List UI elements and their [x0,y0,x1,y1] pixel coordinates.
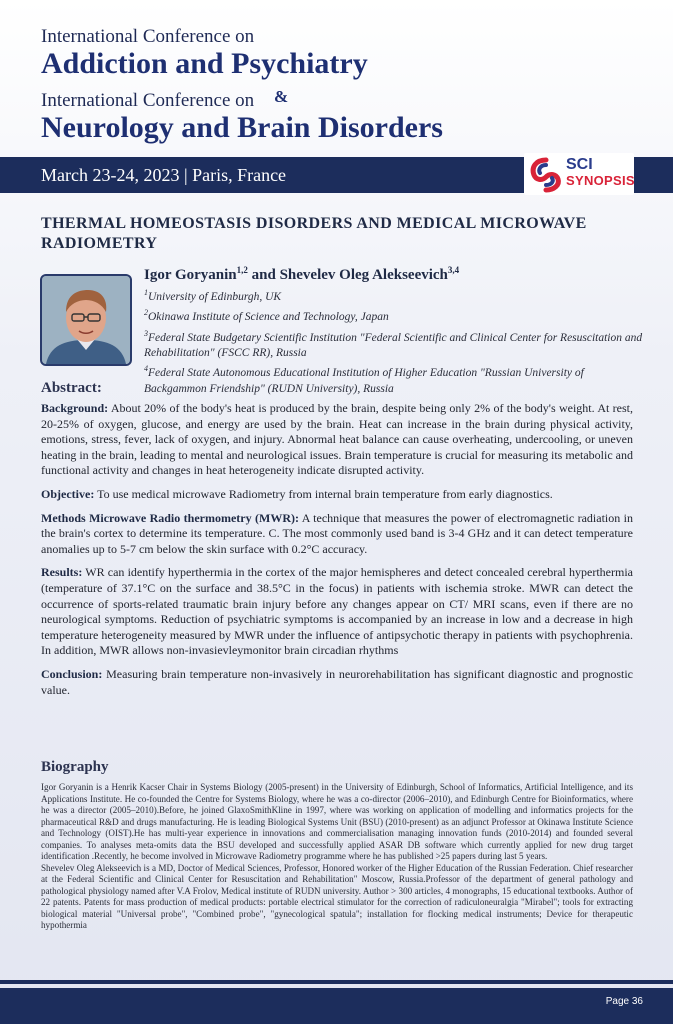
results-label: Results: [41,565,83,580]
footer-bar [0,988,673,1024]
ampersand: & [274,87,289,106]
conference-title-2: Neurology and Brain Disorders [41,111,443,144]
author-and: and [247,267,280,283]
affiliation-sup: 1 [144,288,148,297]
logo-swirl-icon [528,157,564,193]
conference-title-1: Addiction and Psychiatry [41,47,368,80]
author-1: Igor Goryanin [144,267,237,283]
background-paragraph [41,401,633,479]
conclusion-paragraph [41,667,633,698]
abstract-section [41,379,633,706]
logo-text-sci: SCI [566,156,593,173]
conference-header [41,26,641,144]
results-text: WR can identify hyperthermia in the cortex of the major hemispheres and detect concealed cerebral hyperthermia (temperature of 37.1°C on the surface and 38.5°C in the focus) in patients with ischemia stroke. MWR can detect the occurrence of sports-related traumatic brain injury before any changes appear on CT/ MRI scans, even if there are no neurological symptoms. Reduction of psychiatric symptoms is accompanied by an increase in low and a decrease in high temperature heterogeneity measured by MWR under the influence of antipsychotic therapy in patients with psychophrenia. In addition, MWR allows non-invasievleymonitor brain circadian rhythms [41,565,633,658]
author-names [144,261,644,285]
author-1-sup: 1,2 [236,265,248,275]
author-portrait-image [42,276,130,364]
affiliation-3 [144,326,644,362]
affiliation-sup: 3 [144,328,148,338]
date-place: March 23-24, 2023 | Paris, France [41,165,287,185]
conclusion-text: Measuring brain temperature non-invasively in neurorehabilitation has significant diagnostic and prognostic value. [41,666,633,697]
objective-text: To use medical microwave Radiometry from internal brain temperature from early diagnostics. [94,486,553,501]
affiliation-sup: 4 [144,364,148,374]
biography-heading: Biography [41,759,109,775]
affiliation-text: Federal State Budgetary Scientific Institution "Federal Scientific and Clinical Center for Resuscitation and Rehabilitation" (FSCC RR), Russia [144,331,643,359]
methods-paragraph [41,511,633,558]
biography-paragraph-1: Igor Goryanin is a Henrik Kacser Chair in Systems Biology (2005-present) in the University of Edinburgh, School of Informatics, Artificial Intelligence, and its Applications Institute. He co-founded the Centre for Systems Biology, where he was a co-director (2006–2010), and Edinburgh Centre for Bioinformatics, where he was a director (2005–2010).Before, he joined GlaxoSmithKline in 1997, where was working on application of modelling and informatics projects for the pharmaceutical R&D and drugs manufacturing. He is leading Biological Systems Unit (BSU) (2010-present) as an adjunct Professor at Okinawa Institute Science and Technology (OIST).He has multi-year experience in innovations and commercialisation managing innovation funds (2010-2014) and founded several companies. To analyses meta-omits data the BSU developed and successfully applied ASAR DB software which currently applied for new drug target identification .Recently, he become involved in Microwave Radiometry programme where he has published >25 papers during last 5 years. [41,782,633,861]
biography-paragraph-2: Shevelev Oleg Alekseevich is a MD, Doctor of Medical Sciences, Professor, Honored worker of the Higher Education of the Russian Federation. Chief researcher at the Federal Scientific and Clinical Center for Resuscitation and Rehabilitation" Moscow, Russia.Professor of the department of general pathology and pathological physiology named after V.A Frolov, Medical institute of RUDN university. Author > 300 articles, 4 monographs, 15 educational textbooks. Author of 22 patents. Patents for mass production of medical products: portable electrical stimulator for the correction of radiculoneuralgia "Mirabel"; tools for extracting biological material "Universal probe", "Combined probe", "gynecological spatula"; installation for flocking medical instruments; Device for therapeutic hypothermia [41,862,633,930]
affiliation-1 [144,285,644,305]
objective-paragraph [41,487,633,503]
author-block [144,261,644,397]
affiliation-2 [144,305,644,325]
article-title: THERMAL HOMEOSTASIS DISORDERS AND MEDICAL MICROWAVE RADIOMETRY [41,215,587,252]
author-2-sup: 3,4 [447,265,460,275]
affiliation-text: Federal State Autonomous Educational Institution of Higher Education "Russian University of Backgammon Friendship" (RUDN University), Russia [144,367,584,395]
logo-text-synopsis: SYNOPSIS [566,173,635,188]
author-photo [40,274,132,366]
methods-text: A technique that measures the power of electromagnetic radiation in the brain's cortex to determine its temperature. C. The most commonly used band is 3-4 GHz and it can detect temperature anomalies up to 5-7 cm below the skin surface with 0.2°C accuracy. [41,510,633,556]
sci-synopsis-logo [524,151,636,197]
affiliation-text: University of Edinburgh, UK [148,290,282,303]
author-2: Shevelev Oleg Alekseevich [279,267,448,283]
footer-rule [0,980,673,984]
background-text: About 20% of the body's heat is produced by the brain, despite being only 2% of the body's weight. At rest, 20-25% of oxygen, glucose, and energy are used by the brain. Heat can increase in the brain during physical activity, emotions, stress, fever, lack of oxygen, and injury. Abnormal heat balance can cause overheating, undercooling, or uneven heating in the brain, leading to mental and neurological issues. Brain temperature is crucial for measuring its metabolic and functional activity and changes in heat heterogeneity indicate disrupted activity. [41,401,633,478]
methods-label: Methods Microwave Radio thermometry (MWR): [41,510,300,525]
affiliation-text: Okinawa Institute of Science and Technology, Japan [148,311,389,324]
conference-line-1: International Conference on [41,26,255,47]
page-number: Page 36 [605,996,643,1007]
conclusion-label: Conclusion: [41,666,103,681]
abstract-heading: Abstract: [41,380,102,396]
conference-line-2: International Conference on [41,90,255,111]
affiliation-sup: 2 [144,308,148,318]
results-paragraph [41,565,633,659]
objective-label: Objective: [41,486,95,501]
biography-section [41,782,633,932]
background-label: Background: [41,401,109,415]
